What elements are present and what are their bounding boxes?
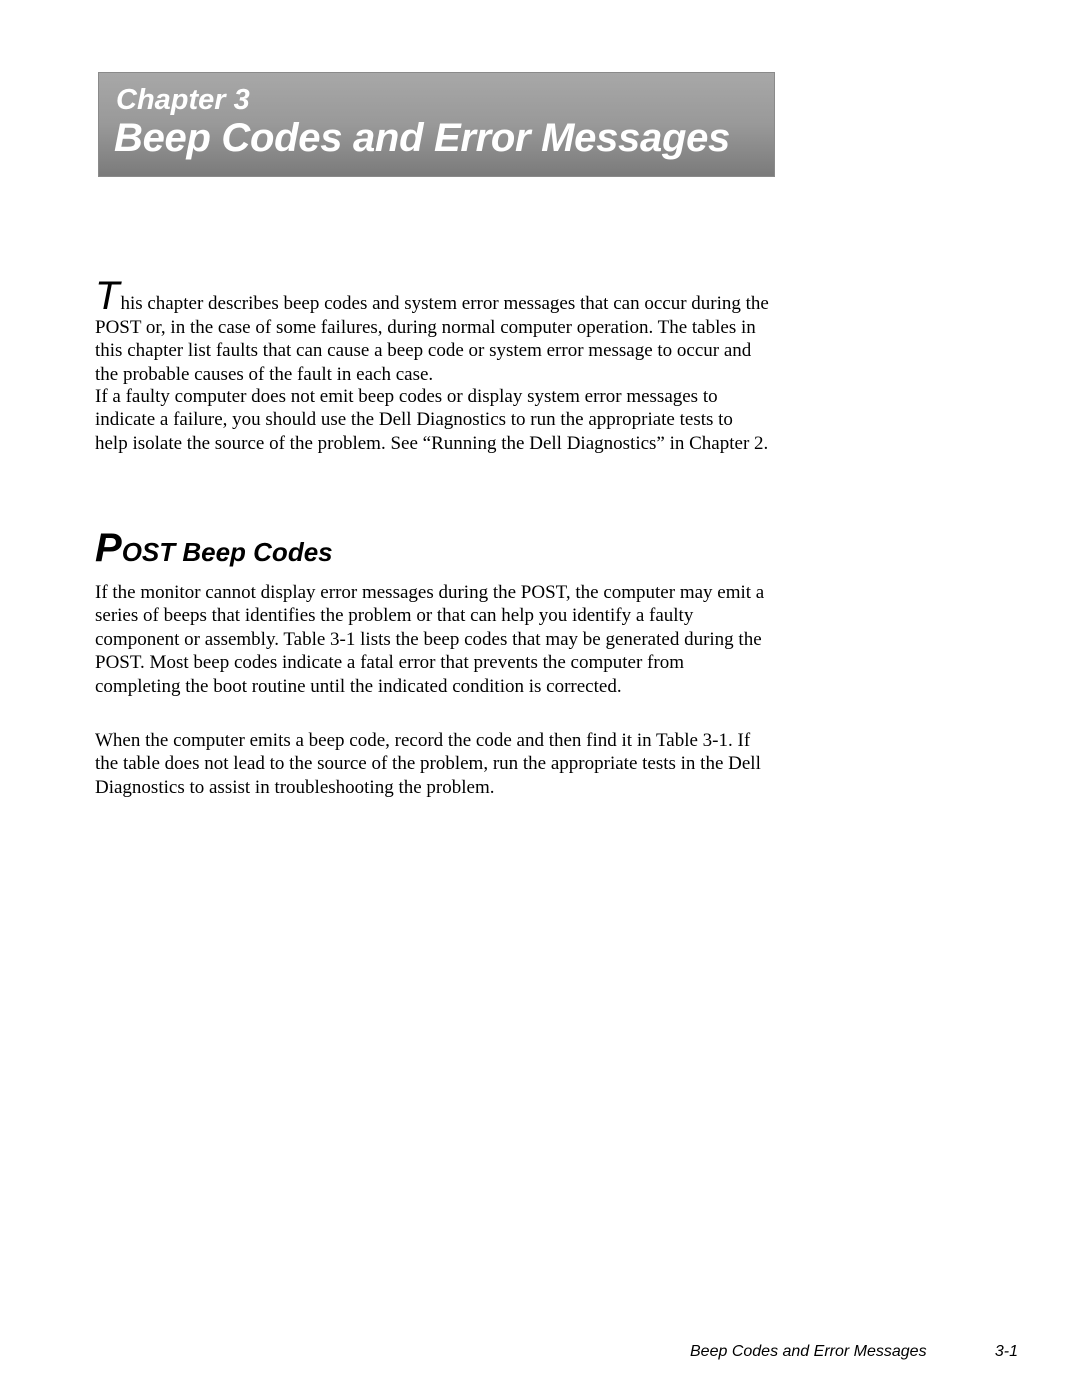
section-heading-initial: P — [95, 526, 122, 570]
section-heading — [95, 526, 333, 571]
drop-cap: T — [95, 274, 120, 318]
chapter-banner — [98, 72, 775, 177]
section-heading-rest: OST Beep Codes — [121, 537, 333, 567]
intro-paragraph-1 — [95, 276, 770, 386]
footer-title: Beep Codes and Error Messages — [690, 1343, 927, 1360]
section-paragraph-1: If the monitor cannot display error messages during the POST, the computer may emit a series of beeps that identifies the problem or that can help you identify a faulty component or assembly. Table 3-1 lists the beep codes that may be generated during the POST. Most beep codes indicate a fatal error that prevents the computer from completing the boot routine until the indicated condition is corrected. — [95, 582, 765, 697]
intro-paragraph-2: If a faulty computer does not emit beep codes or display system error messages to indicate a failure, you should use the Dell Diagnostics to run the appropriate tests to help isolate the source of the problem. See “Running the Dell Diagnostics” in Chapter 2. — [95, 386, 769, 454]
chapter-title: Beep Codes and Error Messages — [114, 116, 730, 160]
intro-paragraph-1-text: his chapter describes beep codes and system error messages that can occur during the POST or, in the case of some failures, during normal computer operation. The tables in this chapter list faults that can cause a beep code or system error message to occur and the probable causes of the fault in each case. — [95, 293, 769, 385]
page-number: 3-1 — [994, 1343, 1018, 1360]
chapter-label: Chapter 3 — [116, 84, 250, 116]
section-paragraph-2: When the computer emits a beep code, record the code and then find it in Table 3-1. If the table does not lead to the source of the problem, run the appropriate tests in the Dell Diagnostics to assist in troubleshooting the problem. — [95, 730, 761, 798]
